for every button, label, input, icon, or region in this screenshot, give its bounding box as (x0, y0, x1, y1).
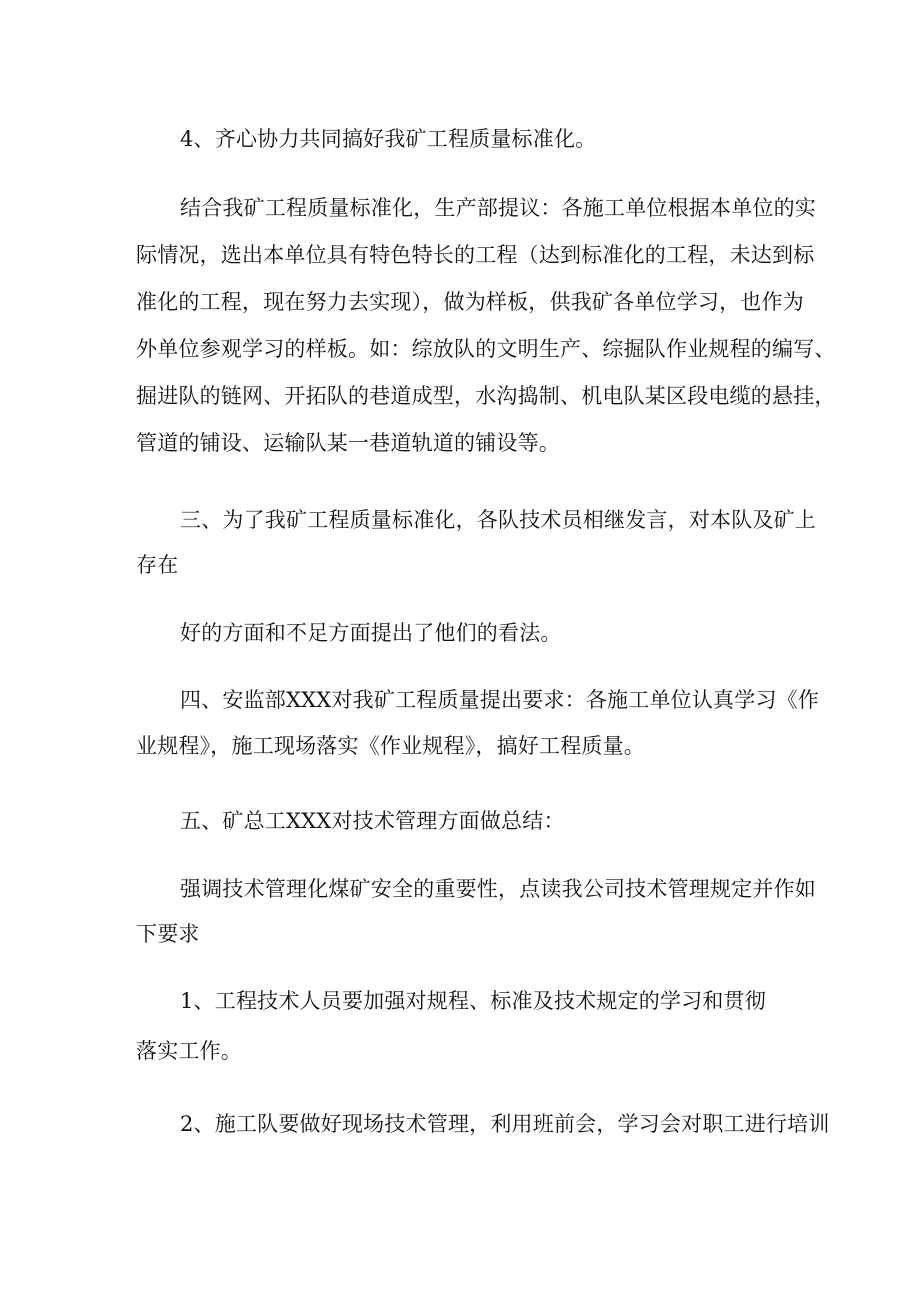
paragraph-requirement-1-line-2: 落实工作。 (136, 1039, 242, 1063)
paragraph-section-four-line-1: 四、安监部XXX对我矿工程质量提出要求：各施工单位认真学习《作 (180, 688, 820, 712)
paragraph-production-proposal-line-1: 结合我矿工程质量标准化，生产部提议：各施工单位根据本单位的实 (180, 196, 816, 220)
paragraph-quality-standard-item-4: 4、齐心协力共同搞好我矿工程质量标准化。 (180, 127, 597, 151)
paragraph-production-proposal-line-6: 管道的铺设、运输队某一巷道轨道的铺设等。 (136, 431, 560, 455)
paragraph-section-five: 五、矿总工XXX对技术管理方面做总结： (180, 809, 565, 833)
paragraph-requirement-1-line-1: 1、工程技术人员要加强对规程、标准及技术规定的学习和贯彻 (180, 989, 766, 1013)
paragraph-section-three-line-1: 三、为了我矿工程质量标准化，各队技术员相继发言，对本队及矿上 (180, 508, 816, 532)
paragraph-requirement-2-line-1: 2、施工队要做好现场技术管理，利用班前会，学习会对职工进行培训 (180, 1112, 830, 1136)
paragraph-technical-management-line-2: 下要求 (136, 922, 200, 946)
paragraph-production-proposal-line-4: 外单位参观学习的样板。如：综放队的文明生产、综掘队作业规程的编写、 (136, 337, 836, 361)
paragraph-production-proposal-line-5: 掘进队的链网、开拓队的巷道成型，水沟捣制、机电队某区段电缆的悬挂， (136, 384, 836, 408)
paragraph-technical-management-line-1: 强调技术管理化煤矿安全的重要性，点读我公司技术管理规定并作如 (180, 877, 816, 901)
paragraph-section-three-line-2: 存在 (136, 553, 179, 577)
paragraph-opinions: 好的方面和不足方面提出了他们的看法。 (180, 621, 562, 645)
paragraph-section-four-line-2: 业规程》，施工现场落实《作业规程》，搞好工程质量。 (136, 734, 645, 758)
paragraph-production-proposal-line-3: 准化的工程，现在努力去实现），做为样板，供我矿各单位学习，也作为 (136, 290, 804, 314)
paragraph-production-proposal-line-2: 际情况，选出本单位具有特色特长的工程（达到标准化的工程，未达到标 (136, 243, 815, 267)
